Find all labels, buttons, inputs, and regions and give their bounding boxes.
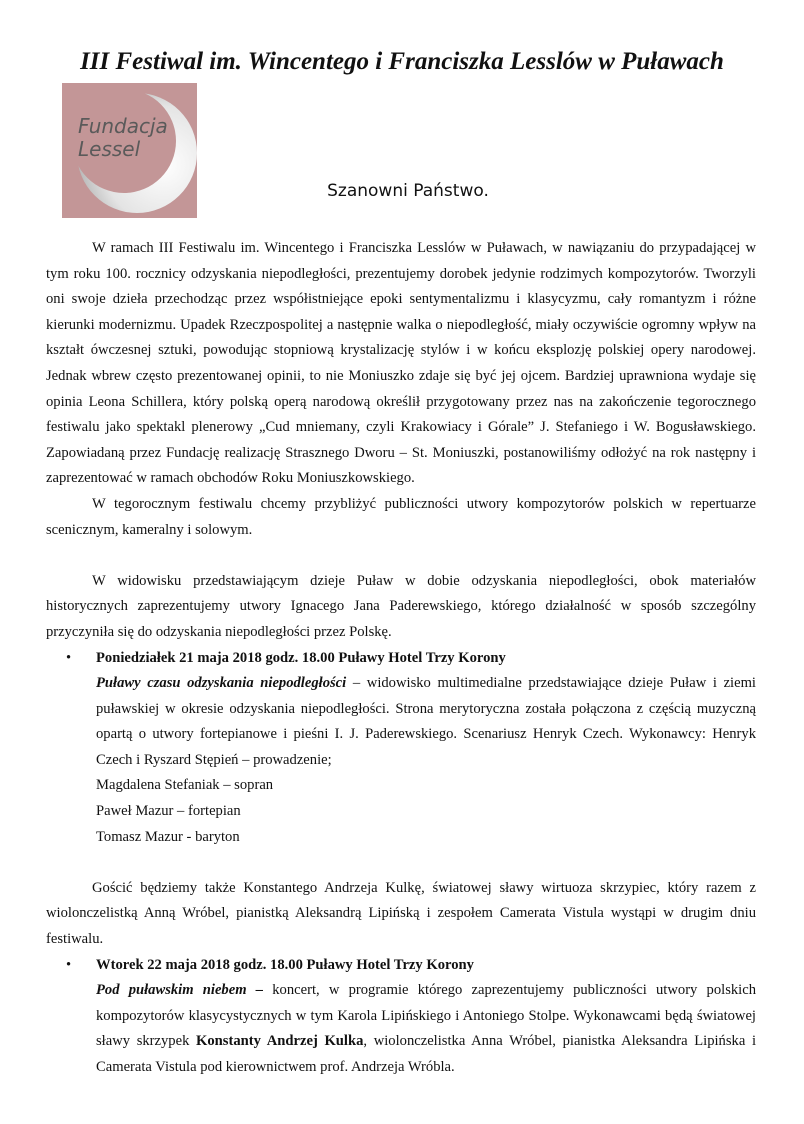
event-item <box>46 953 756 1081</box>
event-highlight: Konstanty Andrzej Kulka <box>196 1033 364 1050</box>
event-title: Pod puławskim niebem – <box>96 982 264 999</box>
festival-paragraph: W tegorocznym festiwalu chcemy przybliżyć publiczności utwory kompozytorów polskich w repertuarze scenicznym, kameralny i solowym. <box>46 495 756 538</box>
intro-paragraph: W ramach III Festiwalu im. Wincentego i Franciszka Lesslów w Puławach, w nawiązaniu do przypadającej w tym roku 100. rocznicy odzyskania niepodległości, prezentujemy dorobek jedynie rodzimych kompozytorów. Tworzyli oni swoje dzieła przechodząc przez współistniejące epoki sentymentalizmu i klasycyzmu, cały romantyzm i różne kierunki modernizmu. Upadek Rzeczpospolitej a następnie walka o niepodległość, miały oczywiście ogromny wpływ na kształt ówczesnej sztuki, powodując stopniową krystalizację stylów i w końcu eksplozję polskiej opery narodowej. Jednak wbrew często prezentowanej opinii, to nie Moniuszko zdaje się być jej ojcem. Bardziej uprawniona wydaje się opinia Leona Schillera, który polską operą narodową określił przygotowany przez nas na zakończenie tegorocznego festiwalu jako spektakl plenerowy „Cud mniemany, czyli Krakowiacy i Górale” J. Stefaniego i W. Bogusławskiego. Zapowiadaną przez Fundację realizację Strasznego Dworu – St. Moniuszki, postanowiliśmy odłożyć na rok następny i zaprezentować w ramach obchodów Roku Moniuszkowskiego. <box>46 240 756 487</box>
salutation: Szanowni Państwo. <box>327 181 489 201</box>
letter-body <box>46 236 756 1081</box>
event-description <box>96 671 756 773</box>
logo-line-2: Lessel <box>78 137 141 161</box>
guest-paragraph: Gościć będziemy także Konstantego Andrzeja Kulkę, światowej sławy wirtuoza skrzypiec, który razem z wiolonczelistką Anną Wróbel, pianistką Aleksandrą Lipińską i zespołem Camerata Vistula wystąpi w drugim dniu festiwalu. <box>46 879 756 948</box>
performer: Paweł Mazur – fortepian <box>96 803 241 820</box>
event-title: Puławy czasu odzyskania niepodległości <box>96 675 347 692</box>
bullet-icon: • <box>66 956 72 973</box>
logo-line-1: Fundacja <box>78 114 168 138</box>
spectacle-paragraph: W widowisku przedstawiającym dzieje Puław w dobie odzyskania niepodległości, obok materiałów historycznych zaprezentujemy utwory Ignacego Jana Paderewskiego, którego działalność w sposób szczególny przyczyniła się do odzyskania niepodległości przez Polskę. <box>46 572 756 640</box>
event-description-text: koncert, w programie którego zaprezentujemy publiczności utwory polskich kompozytorów klasycystycznych w tym Karola Lipińskiego i Antoniego Stolpe. Wykonawcami będą światowej sławy skrzypek <box>96 982 757 1050</box>
event-description <box>96 978 756 1080</box>
event-item <box>46 646 756 851</box>
event-heading: Wtorek 22 maja 2018 godz. 18.00 Puławy Hotel Trzy Korony <box>96 956 474 973</box>
bullet-icon: • <box>66 649 72 666</box>
document-title: III Festiwal im. Wincentego i Franciszka Lesslów w Puławach <box>80 48 724 75</box>
performer: Tomasz Mazur - baryton <box>96 828 240 845</box>
event-heading: Poniedziałek 21 maja 2018 godz. 18.00 Puławy Hotel Trzy Korony <box>96 649 506 666</box>
event-description-text: – widowisko multimedialne przedstawiające dzieje Puław i ziemi puławskiej w okresie odzyskania niepodległości. Strona merytoryczna została połączona z częścią muzyczną opartą o utwory fortepianowe i pieśni I. J. Paderewskiego. Scenariusz Henryk Czech. Wykonawcy: Henryk Czech i Ryszard Stępień – prowadzenie; <box>96 675 756 768</box>
performer: Magdalena Stefaniak – sopran <box>96 777 274 794</box>
event-description-text: , wiolonczelistka Anna Wróbel, pianistka Aleksandra Lipińska i Camerata Vistula pod kierownictwem prof. Andrzeja Wróbla. <box>96 1033 757 1075</box>
